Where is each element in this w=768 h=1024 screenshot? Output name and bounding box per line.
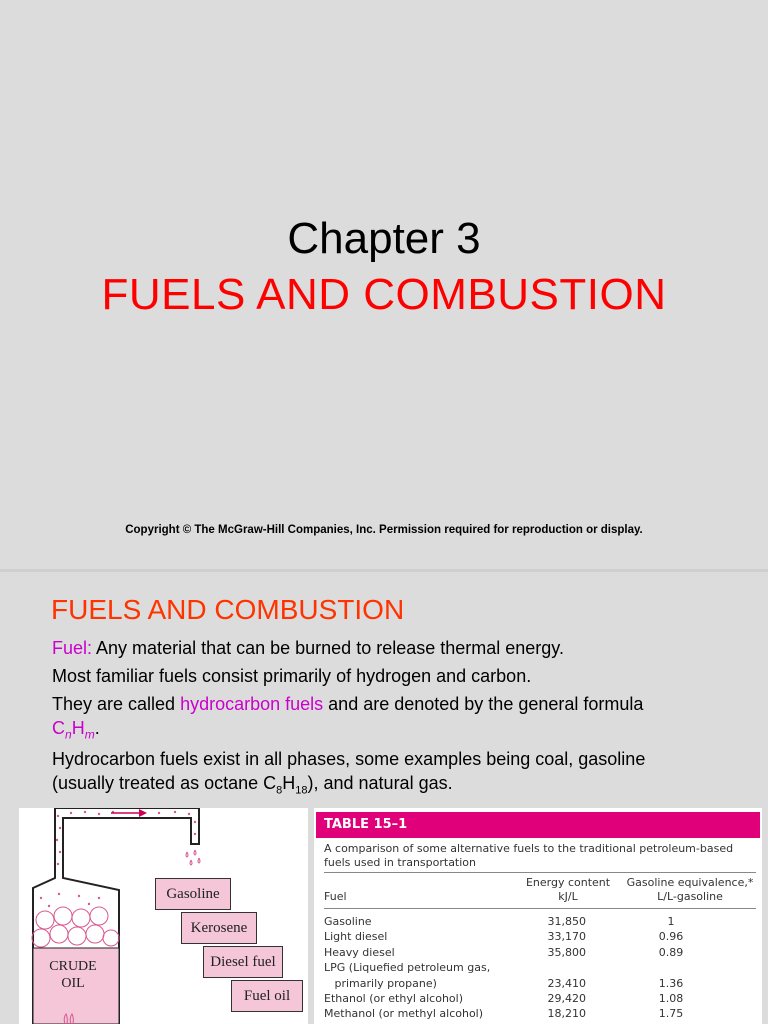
- subscript: 8: [276, 784, 283, 797]
- text-segment: They are called: [52, 694, 181, 714]
- fuel-label: Fuel:: [52, 638, 93, 658]
- product-fuel-oil: Fuel oil: [231, 980, 303, 1012]
- formula-c: C: [52, 718, 65, 738]
- table-row: [324, 977, 756, 991]
- paragraph-fuel-definition: [52, 636, 752, 660]
- text-segment: H: [282, 772, 296, 793]
- cell-fuel: LPG (Liquefied petroleum gas,: [324, 961, 491, 975]
- column-header-line: Gasoline equivalence,*: [626, 876, 754, 889]
- cell-equivalence: 1.75: [658, 1007, 684, 1021]
- refinery-diagram: [19, 808, 308, 1024]
- text-segment: Hydrocarbon fuels exist in all phases, some examples being coal, gasoline: [52, 748, 646, 769]
- cell-equivalence: 0.89: [658, 945, 684, 959]
- table-row: [324, 1007, 756, 1021]
- table-rule-header: [324, 908, 756, 909]
- column-header-energy: [518, 876, 618, 904]
- cell-fuel: primarily propane): [324, 976, 437, 990]
- cell-fuel: Heavy diesel: [324, 945, 395, 959]
- cell-energy: 31,850: [547, 915, 586, 928]
- table-row: [324, 930, 756, 944]
- copyright-notice: Copyright © The McGraw-Hill Companies, Inc. Permission required for reproduction or display.: [125, 524, 643, 536]
- cell-equivalence: 1.08: [658, 992, 684, 1005]
- cell-fuel: Gasoline: [324, 915, 372, 928]
- cell-energy: 23,410: [547, 976, 586, 990]
- table-label: TABLE 15–1: [316, 812, 760, 838]
- general-formula: [52, 718, 95, 742]
- slide-body: [52, 636, 752, 806]
- cell-fuel: Methanol (or methyl alcohol): [324, 1007, 484, 1021]
- slide-heading: FUELS AND COMBUSTION: [51, 594, 405, 625]
- column-header-line: kJ/L: [558, 890, 578, 903]
- text-segment: .: [94, 718, 100, 738]
- text-segment: and are denoted by the general formula: [323, 694, 644, 714]
- column-header-equivalence: [620, 876, 760, 904]
- cell-equivalence: 1: [667, 915, 675, 928]
- drip-drops: [186, 850, 200, 865]
- cell-fuel: Ethanol (or ethyl alcohol): [324, 992, 464, 1005]
- column-header-fuel: Fuel: [324, 890, 347, 903]
- cell-fuel: Light diesel: [324, 930, 388, 944]
- content-slide: [0, 572, 768, 1024]
- formula-m: m: [84, 727, 95, 742]
- product-kerosene: Kerosene: [181, 912, 257, 944]
- fuel-comparison-table: [314, 808, 762, 1024]
- cell-energy: 33,170: [547, 930, 586, 944]
- hydrocarbon-term: hydrocarbon fuels: [180, 694, 324, 714]
- text-segment: (usually treated as octane C: [52, 772, 277, 793]
- formula-h: H: [71, 718, 85, 738]
- text-segment: ), and natural gas.: [307, 772, 453, 793]
- chapter-title: Chapter 3: [287, 214, 481, 263]
- cell-energy: 29,420: [547, 992, 586, 1005]
- cell-equivalence: 0.96: [658, 930, 684, 944]
- column-header-line: Energy content: [525, 876, 611, 889]
- paragraph-hydrocarbon: [52, 692, 752, 747]
- fuel-definition: Any material that can be burned to release thermal energy.: [92, 638, 564, 658]
- table-rule-top: [324, 872, 756, 873]
- crude-label-line: OIL: [61, 976, 85, 991]
- crude-label-line: CRUDE: [49, 959, 97, 974]
- table-row: [324, 961, 756, 975]
- crude-bubbles: [32, 907, 119, 947]
- cell-energy: 35,800: [547, 945, 586, 959]
- chapter-subtitle: FUELS AND COMBUSTION: [101, 270, 667, 319]
- cell-equivalence: 1.36: [658, 976, 684, 990]
- paragraph-composition: Most familiar fuels consist primarily of hydrogen and carbon.: [52, 666, 532, 686]
- table-row: [324, 946, 756, 960]
- product-gasoline: Gasoline: [155, 878, 231, 910]
- cell-energy: 18,210: [547, 1007, 586, 1021]
- table-row: [324, 992, 756, 1006]
- column-header-line: L/L-gasoline: [657, 890, 723, 903]
- product-diesel-fuel: Diesel fuel: [203, 946, 283, 978]
- formula-n: n: [65, 727, 72, 742]
- table-row: [324, 915, 756, 929]
- subscript: 18: [295, 784, 308, 797]
- table-caption: A comparison of some alternative fuels to the traditional petroleum-based fuels used in transportation: [324, 842, 734, 869]
- crude-oil-label: [33, 958, 113, 992]
- paragraph-phases: [52, 747, 752, 803]
